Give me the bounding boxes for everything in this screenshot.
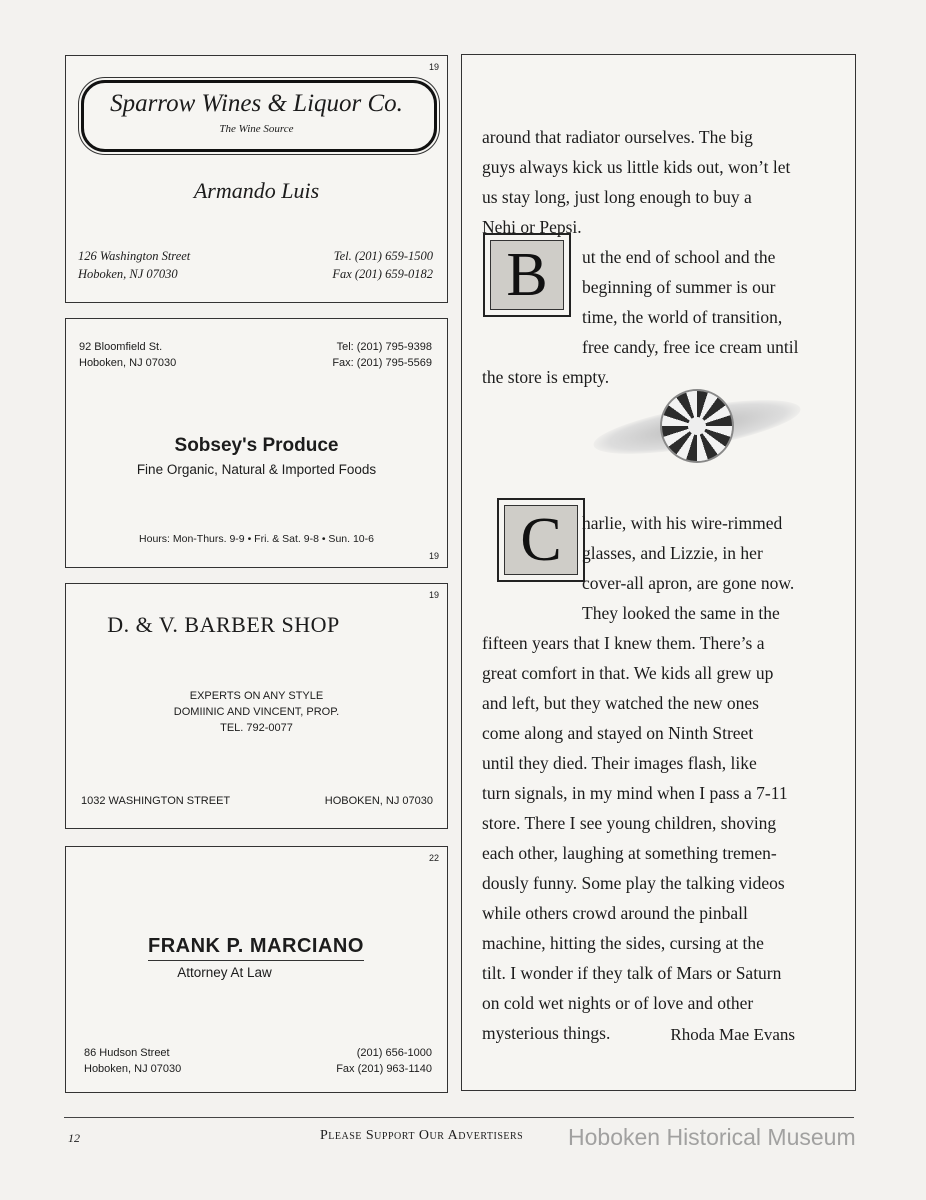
story-line: tilt. I wonder if they talk of Mars or Saturn (482, 963, 782, 983)
story-line: on cold wet nights or of love and other (482, 993, 754, 1013)
tagline: The Wine Source (219, 123, 294, 135)
phone: Tel: (201) 795-9398 (336, 341, 432, 353)
ad-sobseys-produce (65, 318, 448, 568)
story-line: mysterious things. (482, 1023, 611, 1043)
story-line: us stay long, just long enough to buy a (482, 187, 752, 207)
attorney-name: FRANK P. MARCIANO (148, 935, 364, 961)
story-line: They looked the same in the (582, 603, 780, 623)
ad-sparrow-wines (65, 55, 448, 303)
story-line: turn signals, in my mind when I pass a 7-11 (482, 783, 788, 803)
story-line: machine, hitting the sides, cursing at the (482, 933, 764, 953)
title: Attorney At Law (177, 965, 272, 980)
address-line-1: 126 Washington Street (78, 249, 191, 263)
address-line-1: 92 Bloomfield St. (79, 341, 163, 353)
story-line: ut the end of school and the (582, 247, 776, 267)
drop-cap-c: C (497, 498, 585, 582)
fax: Fax (201) 659-0182 (332, 267, 433, 281)
address-line-2: Hoboken, NJ 07030 (78, 267, 178, 281)
story-line: while others crowd around the pinball (482, 903, 748, 923)
story-line: come along and stayed on Ninth Street (482, 723, 754, 743)
ad-number: 19 (428, 62, 439, 72)
story-line: harlie, with his wire-rimmed (582, 513, 783, 533)
city: HOBOKEN, NJ 07030 (324, 795, 433, 807)
story-line: free candy, free ice cream until (582, 337, 799, 357)
story-text (482, 55, 852, 1055)
ad-barber-shop (65, 583, 448, 829)
hours: Hours: Mon-Thurs. 9-9 • Fri. & Sat. 9-8 • Sun. 10-6 (139, 533, 374, 545)
drop-cap-b: B (483, 233, 571, 317)
person-name: Armando Luis (193, 178, 320, 203)
footer-rule (64, 1117, 854, 1118)
story-line: fifteen years that I knew them. There’s a (482, 633, 765, 653)
story-line: store. There I see young children, shoving (482, 813, 777, 833)
phone: Tel. (201) 659-1500 (333, 249, 433, 263)
story-line: the store is empty. (482, 367, 610, 387)
address-line-1: 86 Hudson Street (84, 1047, 170, 1059)
business-name: Sparrow Wines & Liquor Co. (110, 90, 403, 117)
author-byline: Rhoda Mae Evans (670, 1025, 795, 1044)
address-line-2: Hoboken, NJ 07030 (84, 1063, 182, 1075)
fax: Fax: (201) 795-5569 (332, 357, 432, 369)
business-name: Sobsey's Produce (174, 435, 339, 456)
ad-number: 19 (428, 551, 439, 561)
story-line: Nehi or Pepsi. (482, 217, 582, 237)
story-line: glasses, and Lizzie, in her (582, 543, 763, 563)
story-line: until they died. Their images flash, like (482, 753, 757, 773)
story-line: guys always kick us little kids out, won’t let (482, 157, 791, 177)
ad-number: 19 (428, 590, 439, 600)
story-line: time, the world of transition, (582, 307, 783, 327)
phone: (201) 656-1000 (356, 1047, 432, 1059)
watermark: Hoboken Historical Museum (568, 1124, 856, 1150)
tagline: Fine Organic, Natural & Imported Foods (136, 462, 377, 477)
story-line: great comfort in that. We kids all grew up (482, 663, 774, 683)
ad-number: 22 (428, 853, 439, 863)
services: EXPERTS ON ANY STYLE (189, 690, 324, 702)
proprietors: DOMIINIC AND VINCENT, PROP. (173, 706, 340, 718)
phone: TEL. 792-0077 (220, 722, 293, 734)
ad-frank-marciano (65, 846, 448, 1093)
page-number: 12 (68, 1131, 80, 1145)
story-column (461, 54, 856, 1091)
story-line: cover-all apron, are gone now. (582, 573, 795, 593)
story-line: and left, but they watched the new ones (482, 693, 759, 713)
story-line: dously funny. Some play the talking videos (482, 873, 785, 893)
address-line-2: Hoboken, NJ 07030 (79, 357, 177, 369)
story-line: around that radiator ourselves. The big (482, 127, 753, 147)
fax: Fax (201) 963-1140 (336, 1063, 432, 1075)
business-name: D. & V. BARBER SHOP (107, 612, 340, 637)
footer-text: Please Support Our Advertisers (320, 1128, 524, 1143)
story-line: beginning of summer is our (582, 277, 776, 297)
address: 1032 WASHINGTON STREET (81, 795, 231, 807)
story-line: each other, laughing at something tremen- (482, 843, 777, 863)
